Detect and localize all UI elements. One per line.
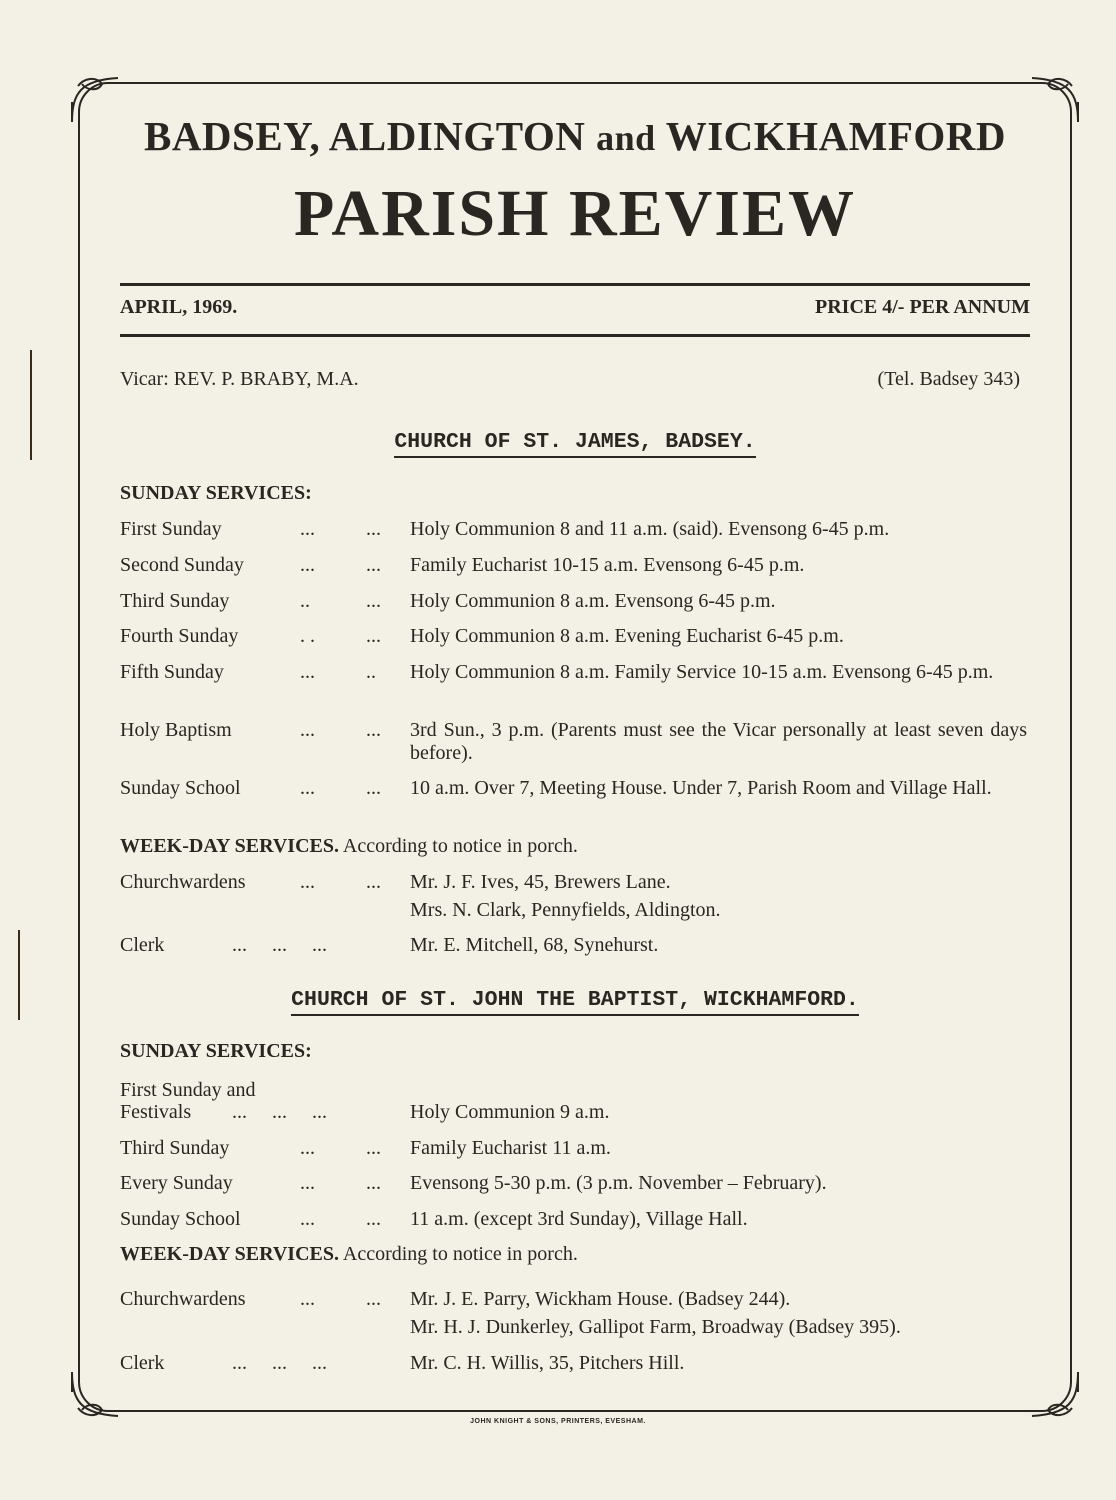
leader-dots: .. bbox=[366, 661, 376, 683]
service-details: Holy Communion 8 a.m. Evensong 6-45 p.m. bbox=[410, 590, 776, 612]
leader-dots: ... bbox=[300, 661, 315, 683]
clerk-details: Mr. E. Mitchell, 68, Synehurst. bbox=[410, 934, 659, 956]
masthead-title: BADSEY, ALDINGTON and WICKHAMFORD bbox=[143, 113, 1007, 159]
leader-dots: ... bbox=[300, 554, 315, 576]
clerk-label: Clerk bbox=[120, 1352, 165, 1374]
churchwarden-entry: Mrs. N. Clark, Pennyfields, Aldington. bbox=[410, 899, 721, 921]
vicar-telephone: (Tel. Badsey 343) bbox=[877, 368, 1020, 390]
badsey-weekday-services bbox=[120, 835, 578, 858]
service-day-label: Every Sunday bbox=[120, 1172, 233, 1194]
leader-dots: ... bbox=[300, 518, 315, 540]
wickhamford-sunday-services-label: SUNDAY SERVICES: bbox=[120, 1040, 312, 1062]
service-day-label: Third Sunday bbox=[120, 1137, 230, 1159]
leader-dots: ... bbox=[300, 1172, 315, 1194]
leader-dots: . . bbox=[300, 625, 315, 647]
weekday-text: According to notice in porch. bbox=[342, 835, 578, 857]
leader-dots: ... bbox=[366, 1137, 381, 1159]
service-day-label: Third Sunday bbox=[120, 590, 230, 612]
vicar-line bbox=[120, 368, 1020, 391]
leader-dots: ... bbox=[366, 871, 381, 893]
weekday-label: WEEK-DAY SERVICES. bbox=[120, 1243, 339, 1265]
service-details: Evensong 5-30 p.m. (3 p.m. November – February). bbox=[410, 1172, 827, 1194]
service-details: 3rd Sun., 3 p.m. (Parents must see the Vicar personally at least seven days before). bbox=[410, 719, 1027, 764]
printer-imprint: JOHN KNIGHT & SONS, PRINTERS, EVESHAM. bbox=[470, 1418, 646, 1425]
vicar-name: Vicar: REV. P. BRABY, M.A. bbox=[120, 368, 359, 390]
leader-dots: ... ... ... bbox=[232, 1101, 327, 1123]
leader-dots: .. bbox=[300, 590, 310, 612]
leader-dots: ... bbox=[366, 1172, 381, 1194]
leader-dots: ... bbox=[366, 518, 381, 540]
service-day-label: Holy Baptism bbox=[120, 719, 232, 741]
service-details: Holy Communion 8 and 11 a.m. (said). Evensong 6-45 p.m. bbox=[410, 518, 890, 540]
service-details: 11 a.m. (except 3rd Sunday), Village Hall. bbox=[410, 1208, 748, 1230]
staple-mark bbox=[30, 350, 32, 460]
badsey-sunday-services-label: SUNDAY SERVICES: bbox=[120, 482, 312, 504]
wickhamford-weekday-services bbox=[120, 1243, 578, 1266]
weekday-label: WEEK-DAY SERVICES. bbox=[120, 835, 339, 857]
corner-ornament-bottom-right bbox=[1028, 1368, 1082, 1422]
service-day-label: Festivals bbox=[120, 1101, 192, 1123]
leader-dots: ... bbox=[366, 719, 381, 741]
badsey-church-heading: CHURCH OF ST. JAMES, BADSEY. bbox=[120, 430, 1030, 454]
leader-dots: ... bbox=[300, 1288, 315, 1310]
service-day-label: First Sunday bbox=[120, 518, 222, 540]
clerk-label: Clerk bbox=[120, 934, 165, 956]
leader-dots: ... bbox=[300, 1208, 315, 1230]
issue-date: APRIL, 1969. bbox=[120, 296, 238, 318]
service-day-label: Sunday School bbox=[120, 1208, 241, 1230]
service-day-label: First Sunday and bbox=[120, 1079, 256, 1101]
leader-dots: ... bbox=[366, 590, 381, 612]
leader-dots: ... ... ... bbox=[232, 934, 327, 956]
churchwarden-entry: Mr. H. J. Dunkerley, Gallipot Farm, Broadway (Badsey 395). bbox=[410, 1316, 901, 1338]
service-day-label: Fifth Sunday bbox=[120, 661, 224, 683]
corner-ornament-top-right bbox=[1028, 72, 1082, 126]
service-details: 10 a.m. Over 7, Meeting House. Under 7, Parish Room and Village Hall. bbox=[410, 777, 992, 799]
churchwarden-entry: Mr. J. F. Ives, 45, Brewers Lane. bbox=[410, 871, 671, 893]
churchwardens-label: Churchwardens bbox=[120, 871, 246, 893]
service-details: Family Eucharist 10-15 a.m. Evensong 6-45 p.m. bbox=[410, 554, 805, 576]
service-details: Holy Communion 8 a.m. Evening Eucharist 6-45 p.m. bbox=[410, 625, 844, 647]
corner-ornament-bottom-left bbox=[68, 1368, 122, 1422]
leader-dots: ... bbox=[300, 871, 315, 893]
leader-dots: ... bbox=[300, 777, 315, 799]
leader-dots: ... ... ... bbox=[232, 1352, 327, 1374]
parish-review-title: PARISH REVIEW bbox=[293, 177, 857, 250]
churchwardens-label: Churchwardens bbox=[120, 1288, 246, 1310]
corner-ornament-top-left bbox=[68, 72, 122, 126]
leader-dots: ... bbox=[300, 719, 315, 741]
clerk-details: Mr. C. H. Willis, 35, Pitchers Hill. bbox=[410, 1352, 685, 1374]
weekday-text: According to notice in porch. bbox=[342, 1243, 578, 1265]
staple-mark bbox=[18, 930, 20, 1020]
issue-price: PRICE 4/- PER ANNUM bbox=[815, 296, 1030, 318]
service-day-label: Second Sunday bbox=[120, 554, 244, 576]
service-details: Holy Communion 9 a.m. bbox=[410, 1101, 610, 1123]
leader-dots: ... bbox=[366, 554, 381, 576]
service-day-label: Sunday School bbox=[120, 777, 241, 799]
header-rule-top bbox=[120, 283, 1030, 286]
leader-dots: ... bbox=[366, 1208, 381, 1230]
service-details: Family Eucharist 11 a.m. bbox=[410, 1137, 611, 1159]
issue-info bbox=[120, 296, 1030, 326]
leader-dots: ... bbox=[366, 777, 381, 799]
service-details: Holy Communion 8 a.m. Family Service 10-15 a.m. Evensong 6-45 p.m. bbox=[410, 661, 994, 683]
leader-dots: ... bbox=[366, 625, 381, 647]
churchwarden-entry: Mr. J. E. Parry, Wickham House. (Badsey 244). bbox=[410, 1288, 791, 1310]
wickhamford-church-heading: CHURCH OF ST. JOHN THE BAPTIST, WICKHAMFORD. bbox=[120, 988, 1030, 1012]
header-rule-bottom bbox=[120, 334, 1030, 337]
leader-dots: ... bbox=[300, 1137, 315, 1159]
service-day-label: Fourth Sunday bbox=[120, 625, 239, 647]
leader-dots: ... bbox=[366, 1288, 381, 1310]
